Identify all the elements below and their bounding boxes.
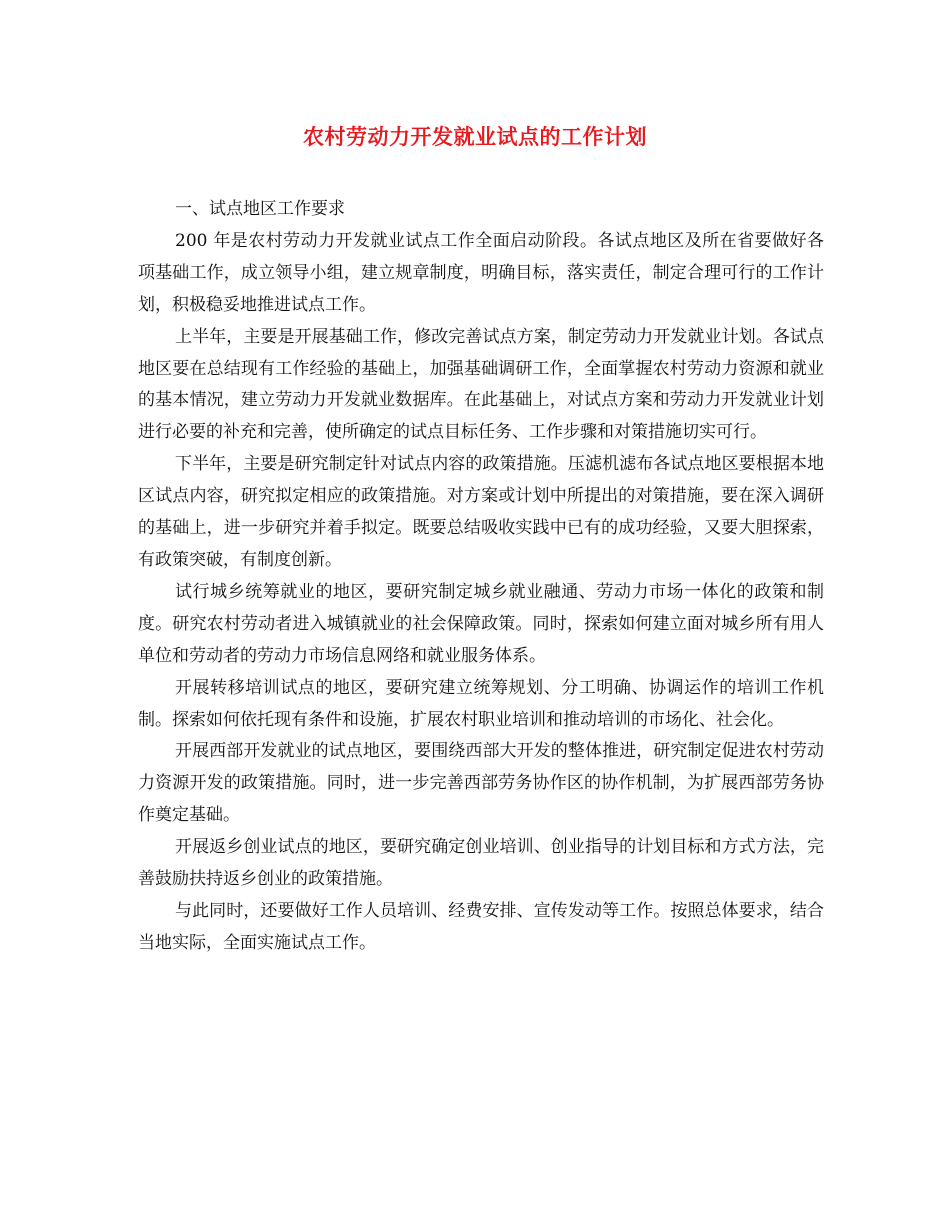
paragraph: 开展转移培训试点的地区，要研究建立统筹规划、分工明确、协调运作的培训工作机制。探索如何依托现有条件和设施，扩展农村职业培训和推动培训的市场化、社会化。 [138,677,824,730]
document-title: 农村劳动力开发就业试点的工作计划 [303,124,647,149]
paragraph: 上半年，主要是开展基础工作，修改完善试点方案，制定劳动力开发就业计划。各试点地区要在总结现有工作经验的基础上，加强基础调研工作，全面掌握农村劳动力资源和就业的基本情况，建立劳动力开发就业数据库。在此基础上，对试点方案和劳动力开发就业计划进行必要的补充和完善，使所确定的试点目标任务、工作步骤和对策措施切实可行。 [138,326,824,443]
paragraph: 开展返乡创业试点的地区，要研究确定创业培训、创业指导的计划目标和方式方法，完善鼓励扶持返乡创业的政策措施。 [138,837,824,890]
section-heading: 一、试点地区工作要求 [175,199,345,219]
paragraph: 与此同时，还要做好工作人员培训、经费安排、宣传发动等工作。按照总体要求，结合当地实际，全面实施试点工作。 [138,900,824,953]
paragraph: 下半年，主要是研究制定针对试点内容的政策措施。压滤机滤布各试点地区要根据本地区试点内容，研究拟定相应的政策措施。对方案或计划中所提出的对策措施，要在深入调研的基础上，进一步研究并着手拟定。既要总结吸收实践中已有的成功经验，又要大胆探索，有政策突破，有制度创新。 [138,454,824,570]
paragraph: 试行城乡统筹就业的地区，要研究制定城乡就业融通、劳动力市场一体化的政策和制度。研究农村劳动者进入城镇就业的社会保障政策。同时，探索如何建立面对城乡所有用人单位和劳动者的劳动力市场信息网络和就业服务体系。 [138,581,824,666]
document-body [138,194,824,960]
paragraph: 开展西部开发就业的试点地区，要围绕西部大开发的整体推进，研究制定促进农村劳动力资源开发的政策措施。同时，进一步完善西部劳务协作区的协作机制，为扩展西部劳务协作奠定基础。 [138,741,824,826]
paragraph: 200 年是农村劳动力开发就业试点工作全面启动阶段。各试点地区及所在省要做好各项基础工作，成立领导小组，建立规章制度，明确目标，落实责任，制定合理可行的工作计划，积极稳妥地推进试点工作。 [138,230,824,315]
